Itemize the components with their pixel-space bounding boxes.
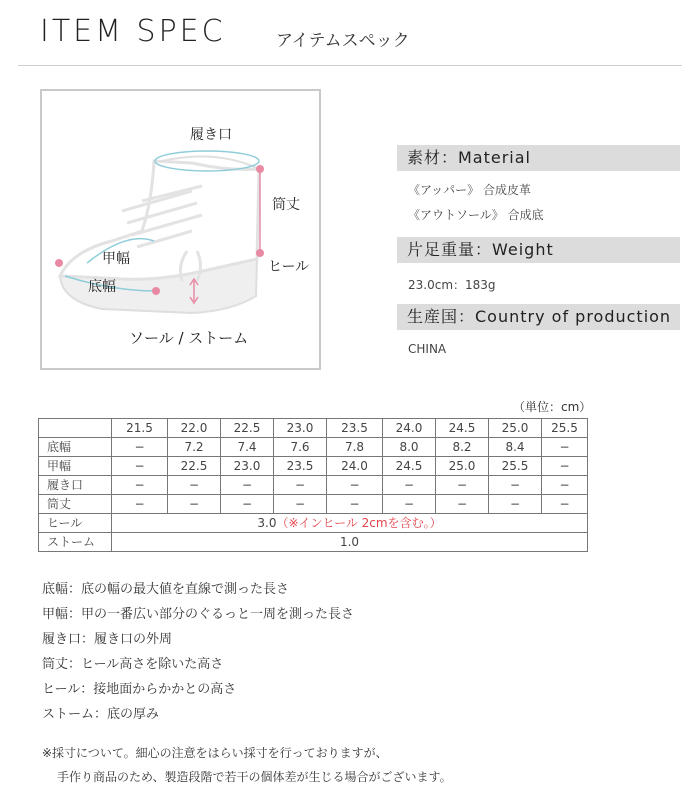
weight-heading: 片足重量：Weight [397, 237, 680, 263]
table-cell: − [542, 457, 588, 476]
size-table [38, 418, 588, 552]
glossary-item: 履き口：履き口の外周 [42, 632, 173, 647]
table-cell: 8.0 [383, 438, 436, 457]
table-cell: − [112, 495, 168, 514]
size-header-row [39, 419, 588, 438]
heel-value-cell [112, 514, 588, 533]
heel-row [39, 514, 588, 533]
unit-label: （単位：cm） [513, 400, 592, 414]
table-cell: 23.5 [274, 457, 327, 476]
size-cell: 22.0 [168, 419, 221, 438]
table-cell: − [436, 476, 489, 495]
header-divider [18, 65, 682, 66]
table-cell: − [112, 457, 168, 476]
material-heading: 素材：Material [397, 145, 680, 171]
footnote-line-2: 手作り商品のため、製造段階で若干の個体差が生じる場合がございます。 [57, 770, 452, 784]
table-cell: − [542, 476, 588, 495]
table-cell: 25.5 [489, 457, 542, 476]
size-cell: 22.5 [221, 419, 274, 438]
size-cell: 21.5 [112, 419, 168, 438]
weight-value: 23.0cm：183g [408, 278, 496, 292]
table-cell: 7.4 [221, 438, 274, 457]
size-cell: 23.0 [274, 419, 327, 438]
size-cell: 24.5 [436, 419, 489, 438]
glossary-item: 甲幅：甲の一番広い部分のぐるっと一周を測った長さ [42, 607, 355, 622]
table-cell: − [542, 495, 588, 514]
glossary-item: 底幅：底の幅の最大値を直線で測った長さ [42, 582, 290, 597]
table-cell: − [168, 495, 221, 514]
table-cell: 22.5 [168, 457, 221, 476]
table-cell: 7.6 [274, 438, 327, 457]
shoe-diagram [40, 89, 321, 370]
label-shaft: 筒丈 [272, 197, 300, 213]
table-cell: − [168, 476, 221, 495]
table-cell: − [112, 438, 168, 457]
table-cell: − [274, 476, 327, 495]
table-row [39, 495, 588, 514]
table-cell: 8.2 [436, 438, 489, 457]
storm-row [39, 533, 588, 552]
table-cell: − [383, 495, 436, 514]
table-cell: 24.0 [327, 457, 383, 476]
row-label: ヒール [39, 514, 112, 533]
glossary-item: ヒール：接地面からかかとの高さ [42, 682, 237, 697]
heel-value: 3.0 [257, 515, 277, 530]
row-label: 甲幅 [39, 457, 112, 476]
table-cell: 7.8 [327, 438, 383, 457]
row-label: 底幅 [39, 438, 112, 457]
table-row [39, 476, 588, 495]
size-cell: 24.0 [383, 419, 436, 438]
size-cell: 25.5 [542, 419, 588, 438]
origin-value: CHINA [408, 342, 447, 356]
table-cell: − [221, 495, 274, 514]
table-cell: − [542, 438, 588, 457]
label-sole-width: 底幅 [88, 279, 116, 295]
table-cell: − [112, 476, 168, 495]
table-row [39, 457, 588, 476]
footnote-line-1: ※採寸について。細心の注意をはらい採寸を行っておりますが、 [42, 746, 388, 760]
table-cell: − [327, 495, 383, 514]
table-cell: − [489, 476, 542, 495]
table-cell: − [221, 476, 274, 495]
table-cell: 23.0 [221, 457, 274, 476]
material-upper: 《アッパー》 合成皮革 [408, 183, 531, 197]
row-label: ストーム [39, 533, 112, 552]
glossary-item: 筒丈：ヒール高さを除いた高さ [42, 657, 224, 672]
page-subtitle: アイテムスペック [276, 31, 410, 51]
label-opening: 履き口 [190, 127, 232, 143]
row-label: 筒丈 [39, 495, 112, 514]
page-title: ITEM SPEC [40, 14, 226, 49]
table-cell: − [436, 495, 489, 514]
table-row [39, 438, 588, 457]
size-cell: 23.5 [327, 419, 383, 438]
corner-cell [39, 419, 112, 438]
origin-heading: 生産国：Country of production [397, 304, 680, 330]
material-outsole: 《アウトソール》 合成底 [408, 208, 544, 222]
table-cell: − [327, 476, 383, 495]
table-cell: − [383, 476, 436, 495]
row-label: 履き口 [39, 476, 112, 495]
table-cell: 25.0 [436, 457, 489, 476]
heel-note: （※インヒール 2cmを含む。） [276, 515, 442, 530]
label-instep: 甲幅 [102, 251, 130, 267]
table-cell: 8.4 [489, 438, 542, 457]
table-cell: − [489, 495, 542, 514]
table-cell: 24.5 [383, 457, 436, 476]
label-sole: ソール / ストーム [129, 329, 249, 347]
size-cell: 25.0 [489, 419, 542, 438]
table-cell: − [274, 495, 327, 514]
table-cell: 7.2 [168, 438, 221, 457]
glossary-item: ストーム：底の厚み [42, 707, 160, 722]
storm-value: 1.0 [112, 533, 588, 552]
label-heel: ヒール [268, 259, 310, 275]
